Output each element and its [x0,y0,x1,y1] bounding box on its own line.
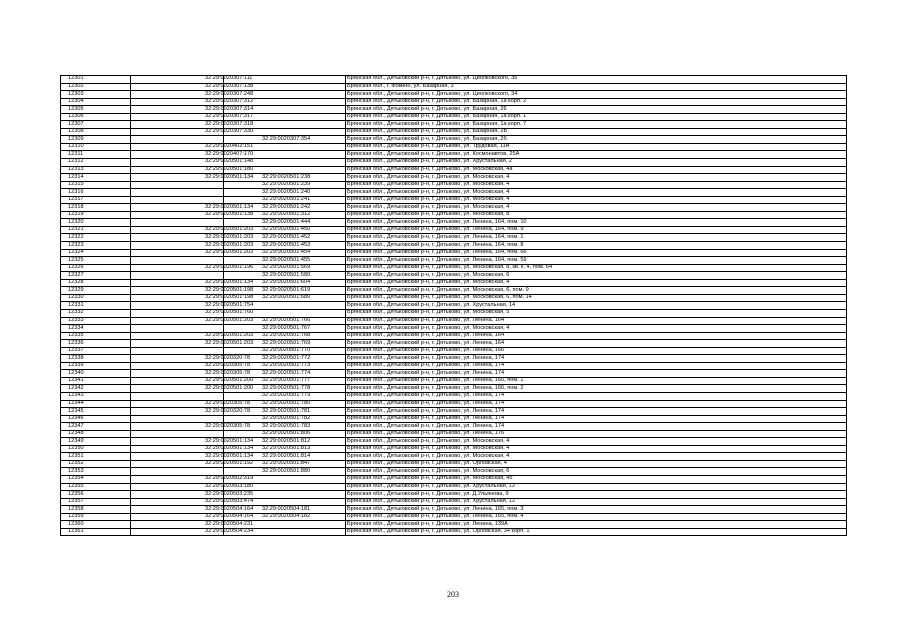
row-number-cell: 12304 [61,98,131,106]
table-row [61,377,847,385]
old-cadastral-number-cell: 32:29:0020501:138 [131,211,224,219]
table-row [61,491,847,499]
address-cell: Брянская обл., Дятьковский р-н, г. Дятьково, ул. Московская, 4 [346,438,847,446]
old-cadastral-number-cell: 32:29:0020501:134 [131,204,224,212]
old-cadastral-number-cell: 32:29:0020307:248 [131,91,224,99]
row-number-cell: 12348 [61,430,131,438]
new-cadastral-number-cell: 32:29:0020501:782 [224,415,346,423]
row-number-cell: 12347 [61,423,131,431]
table-row [61,196,847,204]
old-cadastral-number-cell [131,196,224,204]
address-cell: Брянская обл., Дятьковский р-н, г. Дятьково, ул. Базарная, 26 [346,106,847,114]
table-row [61,234,847,242]
old-cadastral-number-cell: 32:29:0020503:180 [131,483,224,491]
row-number-cell: 12311 [61,151,131,159]
address-cell: Брянская обл., Дятьковский р-н, г. Дятьково, ул. Московская, 4 [346,445,847,453]
table-row [61,513,847,521]
row-number-cell: 12314 [61,174,131,182]
old-cadastral-number-cell: 32:29:0020501:180 [131,166,224,174]
old-cadastral-number-cell: 32:29:0020501:203 [131,340,224,348]
new-cadastral-number-cell: 32:29:0020501:238 [224,174,346,182]
table-row [61,113,847,121]
address-cell: Брянская обл., Дятьковский р-н, г. Дятьково, ул. Московская, 8, кв. к. 4, пом. 64 [346,264,847,272]
new-cadastral-number-cell: 32:29:0020501:777 [224,377,346,385]
address-cell: Брянская обл., Дятьковский р-н, г. Дятьково, ул. Московская, 5 [346,309,847,317]
new-cadastral-number-cell: 32:29:0020501:774 [224,370,346,378]
row-number-cell: 12335 [61,332,131,340]
new-cadastral-number-cell: 32:29:0020501:455 [224,257,346,265]
address-cell: Брянская обл., Дятьковский р-н, г. Дятьково, ул. Ленина, 165, пом. 4 [346,513,847,521]
row-number-cell: 12320 [61,219,131,227]
row-number-cell: 12337 [61,347,131,355]
old-cadastral-number-cell: 32:29:0020501:200 [131,385,224,393]
address-cell: Брянская обл., Дятьковский р-н, г. Дятьково, ул. Циолковского, 36 [346,76,847,84]
address-cell: Брянская обл., Дятьковский р-н, г. Дятьково, ул. Ленина, 166, пом. 1 [346,377,847,385]
row-number-cell: 12322 [61,234,131,242]
old-cadastral-number-cell: 32:29:0020501:196 [131,264,224,272]
old-cadastral-number-cell [131,468,224,476]
address-cell: Брянская обл., Дятьковский р-н, г. Дятьково, ул. Ленина, 164 [346,317,847,325]
row-number-cell: 12354 [61,475,131,483]
address-cell: Брянская обл., Дятьковский р-н, г. Дятьково, ул. Ленина, 174 [346,362,847,370]
row-number-cell: 12318 [61,204,131,212]
old-cadastral-number-cell: 32:29:0020307:317 [131,113,224,121]
new-cadastral-number-cell: 32:29:0020501:880 [224,468,346,476]
address-cell: Брянская обл., Дятьковский р-н, г. Дятьково, ул. Ленина, 164, пом. 59 [346,257,847,265]
table-row [61,392,847,400]
old-cadastral-number-cell: 32:29:0020502:319 [131,475,224,483]
table-row [61,143,847,151]
old-cadastral-number-cell [131,347,224,355]
old-cadastral-number-cell [131,136,224,144]
row-number-cell: 12357 [61,498,131,506]
row-number-cell: 12359 [61,513,131,521]
table-row [61,249,847,257]
address-cell: Брянская обл., Дятьковский р-н, г. Дятьково, ул. Московская, 4 [346,174,847,182]
old-cadastral-number-cell: 32:29:0020307:138 [131,83,224,91]
address-cell: Брянская обл., Дятьковский р-н, г. Дятьково, ул. Базарная, 1а корп. 1 [346,113,847,121]
table-row [61,98,847,106]
row-number-cell: 12343 [61,392,131,400]
old-cadastral-number-cell: 32:29:0020501:754 [131,302,224,310]
row-number-cell: 12338 [61,355,131,363]
old-cadastral-number-cell: 32:29:0020501:203 [131,242,224,250]
old-cadastral-number-cell [131,219,224,227]
old-cadastral-number-cell: 32:29:0020320:78 [131,408,224,416]
table-row [61,475,847,483]
row-number-cell: 12339 [61,362,131,370]
address-cell: Брянская обл., Дятьковский р-н, г. Дятьково, ул. Трудовая, 11А [346,143,847,151]
old-cadastral-number-cell: 32:29:0020501:203 [131,249,224,257]
new-cadastral-number-cell: 32:29:0020501:240 [224,189,346,197]
table-row [61,242,847,250]
address-cell: Брянская обл., Дятьковский р-н, г. Дятьково, ул. Хрустальная, 12 [346,498,847,506]
address-cell: Брянская обл., Дятьковский р-н, г. Дятьково, ул. Орловская, 4 [346,460,847,468]
address-cell: Брянская обл., Дятьковский р-н, г. Дятьково, ул. Базарная, 2Б [346,128,847,136]
new-cadastral-number-cell: 32:29:0020501:453 [224,242,346,250]
old-cadastral-number-cell: 32:29:0020501:198 [131,287,224,295]
row-number-cell: 12324 [61,249,131,257]
old-cadastral-number-cell: 32:29:0020501:203 [131,332,224,340]
row-number-cell: 12334 [61,325,131,333]
new-cadastral-number-cell: 32:29:0020501:569 [224,264,346,272]
new-cadastral-number-cell: 32:29:0020501:680 [224,294,346,302]
table-row [61,528,847,536]
table-row [61,483,847,491]
row-number-cell: 12358 [61,506,131,514]
old-cadastral-number-cell [131,181,224,189]
new-cadastral-number-cell: 32:29:0020501:766 [224,317,346,325]
address-cell: Брянская обл., Дятьковский р-н, г. Дятьково, ул. Хрустальная, 12 [346,483,847,491]
table-row [61,91,847,99]
row-number-cell: 12336 [61,340,131,348]
row-number-cell: 12329 [61,287,131,295]
new-cadastral-number-cell: 32:29:0020501:806 [224,430,346,438]
table-row [61,317,847,325]
old-cadastral-number-cell: 32:29:0020503:235 [131,491,224,499]
row-number-cell: 12360 [61,521,131,529]
row-number-cell: 12316 [61,189,131,197]
old-cadastral-number-cell: 32:29:0020320:78 [131,355,224,363]
old-cadastral-number-cell [131,392,224,400]
address-cell: Брянская обл., Дятьковский р-н, г. Дятьково, ул. Ленина, 164, пом. 66 [346,249,847,257]
new-cadastral-number-cell: 32:29:0020501:241 [224,196,346,204]
row-number-cell: 12321 [61,226,131,234]
row-number-cell: 12353 [61,468,131,476]
address-cell: Брянская обл., Дятьковский р-н, г. Дятьково, ул. Ленина, 164, пом. 1 [346,234,847,242]
table-row [61,347,847,355]
address-cell: Брянская обл., Дятьковский р-н, г. Дятьково, ул. Ленина, 174 [346,423,847,431]
table-row [61,400,847,408]
new-cadastral-number-cell: 32:29:0020501:444 [224,219,346,227]
table-row [61,415,847,423]
table-row [61,264,847,272]
new-cadastral-number-cell: 32:29:0020501:312 [224,211,346,219]
address-cell: Брянская обл., Дятьковский р-н, г. Дятьково, ул. Московская, 4 [346,181,847,189]
address-cell: Брянская обл., Дятьковский р-н, г. Дятьково, ул. Ленина, 174 [346,415,847,423]
row-number-cell: 12356 [61,491,131,499]
new-cadastral-number-cell: 32:29:0020501:452 [224,234,346,242]
address-cell: Брянская обл., Дятьковский р-н, г. Дятьково, ул. Московская, 6, пом. 14 [346,294,847,302]
address-cell: Брянская обл., Дятьковский р-н, г. Дятьково, ул. Ленина, 164, пом. 9 [346,226,847,234]
new-cadastral-number-cell: 32:29:0020501:779 [224,392,346,400]
table-row [61,211,847,219]
table-row [61,362,847,370]
row-number-cell: 12305 [61,106,131,114]
address-cell: Брянская обл., Дятьковский р-н, г. Дятьково, ул. Базарная, 1а корп. 7 [346,121,847,129]
old-cadastral-number-cell: 32:29:0020501:203 [131,226,224,234]
old-cadastral-number-cell: 32:29:0020307:330 [131,128,224,136]
address-cell: Брянская обл., Дятьковский р-н, г. Дятьково, ул. Ленина, 165, пом. 3 [346,506,847,514]
new-cadastral-number-cell: 32:29:0020501:604 [224,279,346,287]
new-cadastral-number-cell: 32:29:0020501:580 [224,272,346,280]
old-cadastral-number-cell: 32:29:0020305:78 [131,370,224,378]
row-number-cell: 12310 [61,143,131,151]
old-cadastral-number-cell: 32:29:0020503:474 [131,498,224,506]
old-cadastral-number-cell: 32:29:0020501:134 [131,445,224,453]
row-number-cell: 12344 [61,400,131,408]
old-cadastral-number-cell [131,272,224,280]
new-cadastral-number-cell: 32:29:0020501:768 [224,332,346,340]
row-number-cell: 12328 [61,279,131,287]
address-cell: Брянская обл., Дятьковский р-н, г. Дятьково, ул. Ленина, 174 [346,392,847,400]
table-row [61,279,847,287]
table-row [61,181,847,189]
address-cell: Брянская обл., Дятьковский р-н, г. Дятьково, ул. Ленина, 164 [346,340,847,348]
row-number-cell: 12341 [61,377,131,385]
old-cadastral-number-cell: 32:29:0020402:151 [131,143,224,151]
address-cell: Брянская обл., Дятьковский р-н, г. Дятьково, ул. Московская, 45 [346,475,847,483]
address-cell: Брянская обл., Дятьковский р-н, г. Дятьково, ул. Московская, 4 [346,189,847,197]
address-cell: Брянская обл., Дятьковский р-н, г. Дятьково, ул. Московская, 6 [346,272,847,280]
address-cell: Брянская обл., Дятьковский р-н, г. Дятьково, ул. Ленина, 164, пом. 8 [346,242,847,250]
row-number-cell: 12327 [61,272,131,280]
address-cell: Брянская обл., Дятьковский р-н, г. Дятьково, ул. Московская, 6 [346,468,847,476]
row-number-cell: 12309 [61,136,131,144]
address-cell: Брянская обл., Дятьковский р-н, г. Дятьково, ул. Хрустальная, 2 [346,159,847,167]
row-number-cell: 12333 [61,317,131,325]
address-cell: Брянская обл., Дятьковский р-н, г. Дятьково, ул. Ленина, 174 [346,408,847,416]
old-cadastral-number-cell: 32:29:0020501:203 [131,317,224,325]
old-cadastral-number-cell: 32:29:0020504:234 [131,528,224,536]
table-row [61,226,847,234]
row-number-cell: 12361 [61,528,131,536]
row-number-cell: 12351 [61,453,131,461]
row-number-cell: 12315 [61,181,131,189]
row-number-cell: 12349 [61,438,131,446]
row-number-cell: 12342 [61,385,131,393]
address-cell: Брянская обл., Дятьковский р-н, г. Дятьково, ул. Ленина, 139А [346,521,847,529]
table-row [61,294,847,302]
table-row [61,498,847,506]
table-row [61,460,847,468]
table-row [61,159,847,167]
registry-table-body [61,76,847,536]
address-cell: Брянская обл., Дятьковский р-н, г. Дятьково, ул. Циолковского, 34 [346,91,847,99]
table-row [61,325,847,333]
old-cadastral-number-cell [131,189,224,197]
old-cadastral-number-cell: 32:29:0020501:134 [131,453,224,461]
address-cell: Брянская обл., Дятьковский р-н, г. Дятьково, ул. Московская, 4 [346,204,847,212]
old-cadastral-number-cell: 32:29:0020407:170 [131,151,224,159]
row-number-cell: 12323 [61,242,131,250]
new-cadastral-number-cell: 32:29:0020504:182 [224,513,346,521]
new-cadastral-number-cell: 32:29:0020501:769 [224,340,346,348]
new-cadastral-number-cell: 32:29:0020501:773 [224,362,346,370]
old-cadastral-number-cell: 32:29:0020504:164 [131,506,224,514]
table-row [61,128,847,136]
row-number-cell: 12313 [61,166,131,174]
old-cadastral-number-cell: 32:29:0020504:231 [131,521,224,529]
row-number-cell: 12355 [61,483,131,491]
address-cell: Брянская обл., Дятьковский р-н, г. Дятьково, ул. Московская, 4а [346,166,847,174]
table-row [61,445,847,453]
address-cell: Брянская обл., Дятьковский р-н, г. Дятьково, ул. Космонавтов, 25А [346,151,847,159]
row-number-cell: 12332 [61,309,131,317]
row-number-cell: 12331 [61,302,131,310]
row-number-cell: 12340 [61,370,131,378]
address-cell: Брянская обл., Дятьковский р-н, г. Дятьково, ул. Ленина, 174 [346,355,847,363]
old-cadastral-number-cell: 32:29:0020501:148 [131,159,224,167]
row-number-cell: 12330 [61,294,131,302]
address-cell: Брянская обл., Дятьковский р-н, г. Дятьково, ул. Хрустальная, 14 [346,302,847,310]
table-row [61,309,847,317]
row-number-cell: 12325 [61,257,131,265]
address-cell: Брянская обл., Дятьковский р-н, г. Дятьково, ул. Ленина, 176 [346,430,847,438]
new-cadastral-number-cell: 32:29:0020504:181 [224,506,346,514]
new-cadastral-number-cell: 32:29:0020501:242 [224,204,346,212]
old-cadastral-number-cell: 32:29:0020501:200 [131,377,224,385]
address-cell: Брянская обл., Дятьковский р-н, г. Дятьково, ул. Базарная, 1а корп. 2 [346,98,847,106]
address-cell: Брянская обл., Дятьковский р-н, г. Дятьково, ул. Ленина, 164 [346,332,847,340]
cadastral-registry-table [60,75,847,536]
old-cadastral-number-cell [131,257,224,265]
new-cadastral-number-cell: 32:29:0020501:812 [224,438,346,446]
old-cadastral-number-cell [131,325,224,333]
row-number-cell: 12307 [61,121,131,129]
address-cell: Брянская обл., Дятьковский р-н, г. Дятьково, ул. Базарная, 2б [346,136,847,144]
new-cadastral-number-cell: 32:29:0020501:450 [224,226,346,234]
row-number-cell: 12302 [61,83,131,91]
row-number-cell: 12312 [61,159,131,167]
old-cadastral-number-cell: 32:29:0020501:192 [131,460,224,468]
row-number-cell: 12350 [61,445,131,453]
new-cadastral-number-cell: 32:29:0020501:770 [224,347,346,355]
old-cadastral-number-cell: 32:29:0020501:198 [131,294,224,302]
old-cadastral-number-cell [131,415,224,423]
row-number-cell: 12303 [61,91,131,99]
address-cell: Брянская обл., Дятьковский р-н, г. Дятьково, ул. Орловская, 34 корп. 1 [346,528,847,536]
address-cell: Брянская обл., Дятьковский р-н, г. Дятьково, ул. Д.Ульянова, 9 [346,491,847,499]
row-number-cell: 12301 [61,76,131,84]
old-cadastral-number-cell: 32:29:0020305:78 [131,362,224,370]
address-cell: Брянская обл., Дятьковский р-н, г. Дятьково, ул. Ленина, 174 [346,400,847,408]
new-cadastral-number-cell: 32:29:0020501:239 [224,181,346,189]
old-cadastral-number-cell: 32:29:0020307:111 [131,76,224,84]
table-row [61,430,847,438]
table-row [61,408,847,416]
table-row [61,166,847,174]
address-cell: Брянская обл., Дятьковский р-н, г. Дятьково, ул. Ленина, 166 [346,347,847,355]
old-cadastral-number-cell: 32:29:0020501:134 [131,279,224,287]
new-cadastral-number-cell: 32:29:0020501:454 [224,249,346,257]
new-cadastral-number-cell: 32:29:0020501:783 [224,423,346,431]
old-cadastral-number-cell: 32:29:0020501:760 [131,309,224,317]
new-cadastral-number-cell: 32:29:0020501:781 [224,408,346,416]
address-cell: Брянская обл., Дятьковский р-н, г. Дятьково, ул. Московская, 4 [346,279,847,287]
new-cadastral-number-cell: 32:29:0020501:814 [224,453,346,461]
row-number-cell: 12317 [61,196,131,204]
old-cadastral-number-cell [131,430,224,438]
page-number: 203 [447,590,459,599]
row-number-cell: 12352 [61,460,131,468]
address-cell: Брянская обл., Дятьковский р-н, г. Дятьково, ул. Московская, 4 [346,453,847,461]
address-cell: Брянская обл., Дятьковский р-н, г. Дятьково, ул. Московская, 8 [346,211,847,219]
address-cell: Брянская обл., Дятьковский р-н, г. Дятьково, ул. Ленина, 166, пом. 2 [346,385,847,393]
table-row [61,83,847,91]
old-cadastral-number-cell: 32:29:0020307:312 [131,98,224,106]
old-cadastral-number-cell: 32:29:0020307:314 [131,106,224,114]
new-cadastral-number-cell: 32:29:0020501:619 [224,287,346,295]
new-cadastral-number-cell: 32:29:0020501:847 [224,460,346,468]
row-number-cell: 12345 [61,408,131,416]
new-cadastral-number-cell: 32:29:0020307:354 [224,136,346,144]
row-number-cell: 12308 [61,128,131,136]
table-row [61,332,847,340]
row-number-cell: 12306 [61,113,131,121]
old-cadastral-number-cell: 32:29:0020305:78 [131,400,224,408]
address-cell: Брянская обл., Дятьковский р-н, г. Дятьково, ул. Московская, 6, пом. 9 [346,287,847,295]
old-cadastral-number-cell: 32:29:0020305:78 [131,423,224,431]
row-number-cell: 12319 [61,211,131,219]
old-cadastral-number-cell: 32:29:0020307:318 [131,121,224,129]
old-cadastral-number-cell: 32:29:0020501:134 [131,438,224,446]
address-cell: Брянская обл., г. Фокино, ул. Базарная, 3 [346,83,847,91]
table-row [61,76,847,84]
new-cadastral-number-cell: 32:29:0020501:772 [224,355,346,363]
old-cadastral-number-cell: 32:29:0020501:203 [131,234,224,242]
old-cadastral-number-cell: 32:29:0020504:164 [131,513,224,521]
old-cadastral-number-cell: 32:29:0020501:134 [131,174,224,182]
address-cell: Брянская обл., Дятьковский р-н, г. Дятьково, ул. Ленина, 164, пом. 10 [346,219,847,227]
new-cadastral-number-cell: 32:29:0020501:780 [224,400,346,408]
row-number-cell: 12326 [61,264,131,272]
address-cell: Брянская обл., Дятьковский р-н, г. Дятьково, ул. Московская, 4 [346,325,847,333]
new-cadastral-number-cell: 32:29:0020501:778 [224,385,346,393]
new-cadastral-number-cell: 32:29:0020501:813 [224,445,346,453]
new-cadastral-number-cell: 32:29:0020501:767 [224,325,346,333]
row-number-cell: 12346 [61,415,131,423]
address-cell: Брянская обл., Дятьковский р-н, г. Дятьково, ул. Ленина, 174 [346,370,847,378]
address-cell: Брянская обл., Дятьковский р-н, г. Дятьково, ул. Московская, 4 [346,196,847,204]
